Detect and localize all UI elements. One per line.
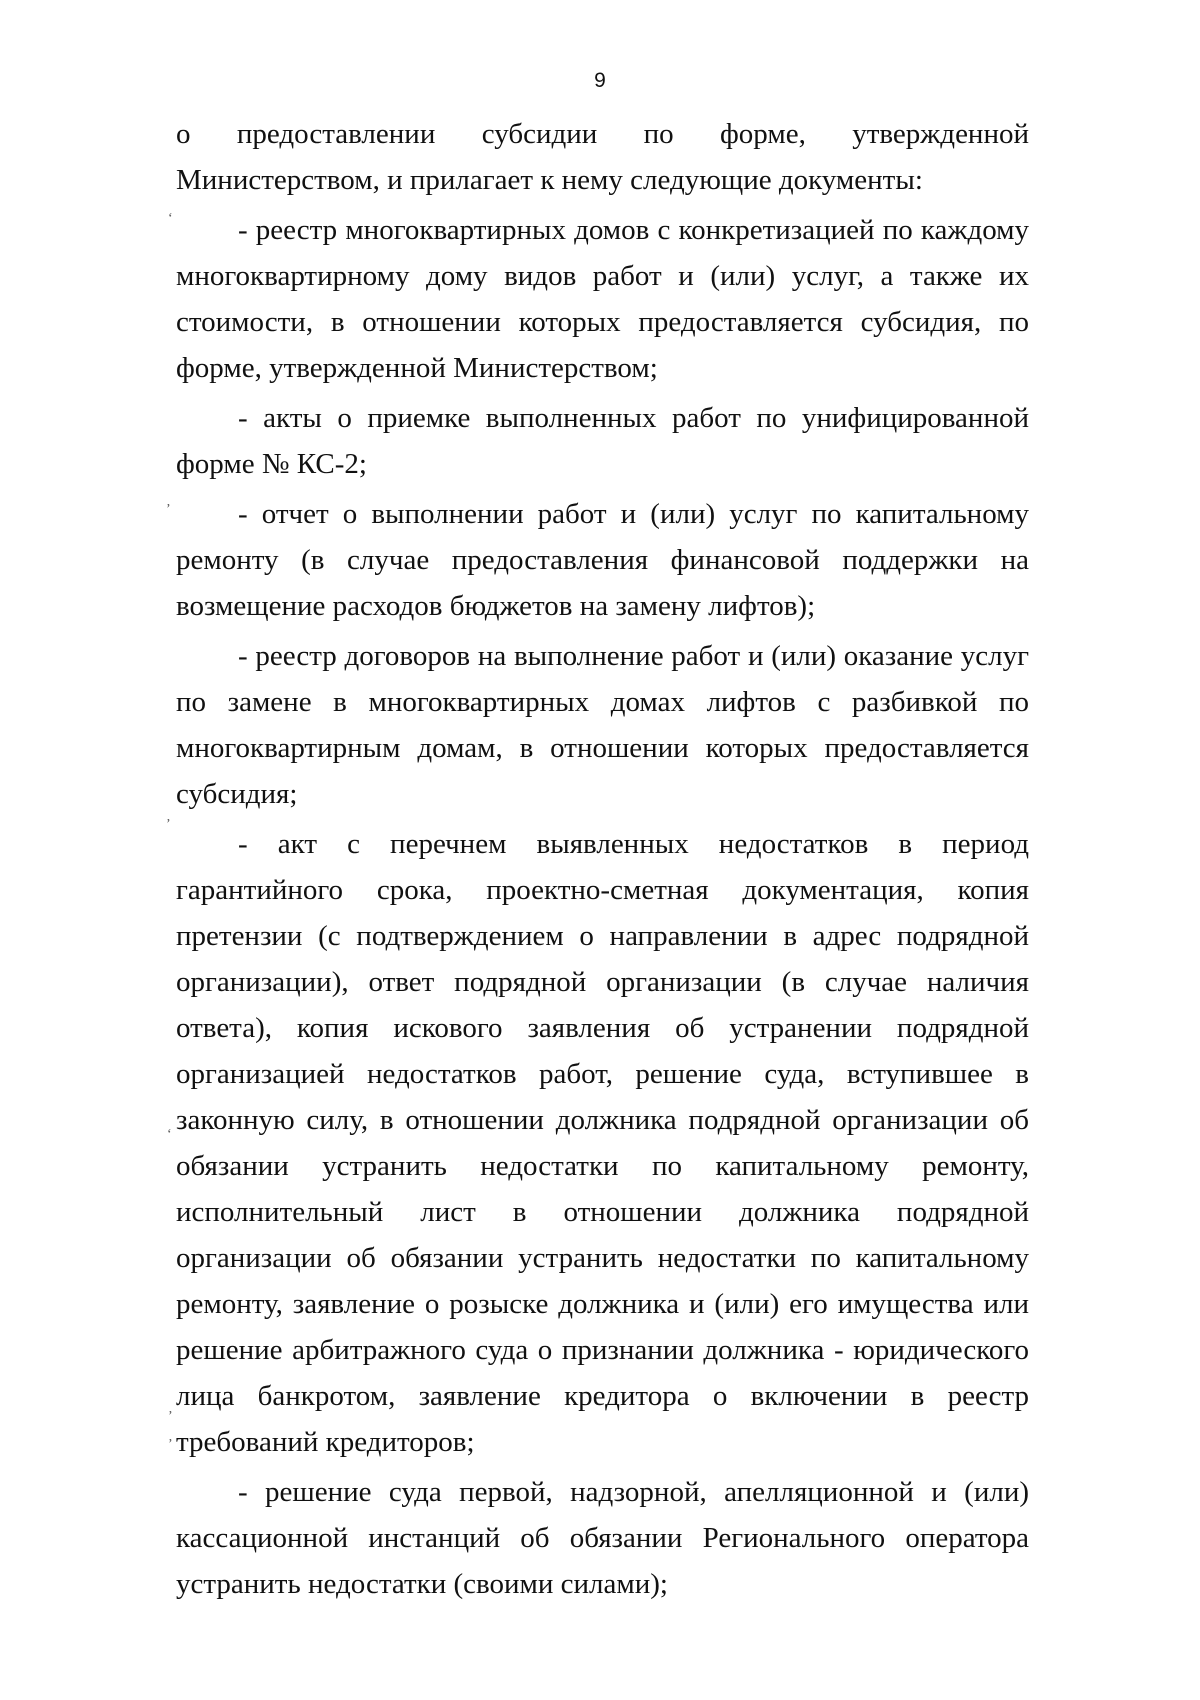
- scan-artifact: ʻ: [168, 211, 173, 226]
- paragraph-item-registry-houses: - реестр многоквартирных домов с конкретизацией по каждому многоквартирному дому видов работ и (или) услуг, а также их стоимости, в отношении которых предоставляется субсидия, по форме, утвержденной Министерством;: [176, 214, 1029, 384]
- paragraph-item-acceptance-acts: - акты о приемке выполненных работ по унифицированной форме № КС-2;: [176, 402, 1029, 480]
- page-number: 9: [594, 69, 606, 92]
- scan-artifact: ʻ: [167, 1127, 172, 1142]
- scan-artifact: ʼ: [166, 502, 171, 517]
- scan-artifact: ʼ: [168, 1437, 173, 1452]
- scan-artifact: ʼ: [166, 817, 171, 832]
- paragraph-item-registry-contracts: - реестр договоров на выполнение работ и (или) оказание услуг по замене в многоквартирных домах лифтов с разбивкой по многоквартирным домам, в отношении которых предоставляется субсидия;: [176, 640, 1029, 810]
- document-body: [176, 111, 1029, 1607]
- paragraph-item-court-decision: - решение суда первой, надзорной, апелляционной и (или) кассационной инстанций об обязании Регионального оператора устранить недостатки (своими силами);: [176, 1476, 1029, 1600]
- paragraph-intro: о предоставлении субсидии по форме, утвержденной Министерством, и прилагает к нему следующие документы:: [176, 118, 1029, 196]
- paragraph-item-defects-act: - акт с перечнем выявленных недостатков в период гарантийного срока, проектно-сметная документация, копия претензии (с подтверждением о направлении в адрес подрядной организации), ответ подрядной организации (в случае наличия ответа), копия искового заявления об устранении подрядной организацией недостатков работ, решение суда, вступившее в законную силу, в отношении должника подрядной организации об обязании устранить недостатки по капитальному ремонту, исполнительный лист в отношении должника подрядной организации об обязании устранить недостатки по капитальному ремонту, заявление о розыске должника и (или) его имущества или решение арбитражного суда о признании должника - юридического лица банкротом, заявление кредитора о включении в реестр требований кредиторов;: [176, 828, 1029, 1458]
- paragraph-item-work-report: - отчет о выполнении работ и (или) услуг по капитальному ремонту (в случае предоставления финансовой поддержки на возмещение расходов бюджетов на замену лифтов);: [176, 498, 1029, 622]
- scan-artifact: ʼ: [168, 1409, 173, 1424]
